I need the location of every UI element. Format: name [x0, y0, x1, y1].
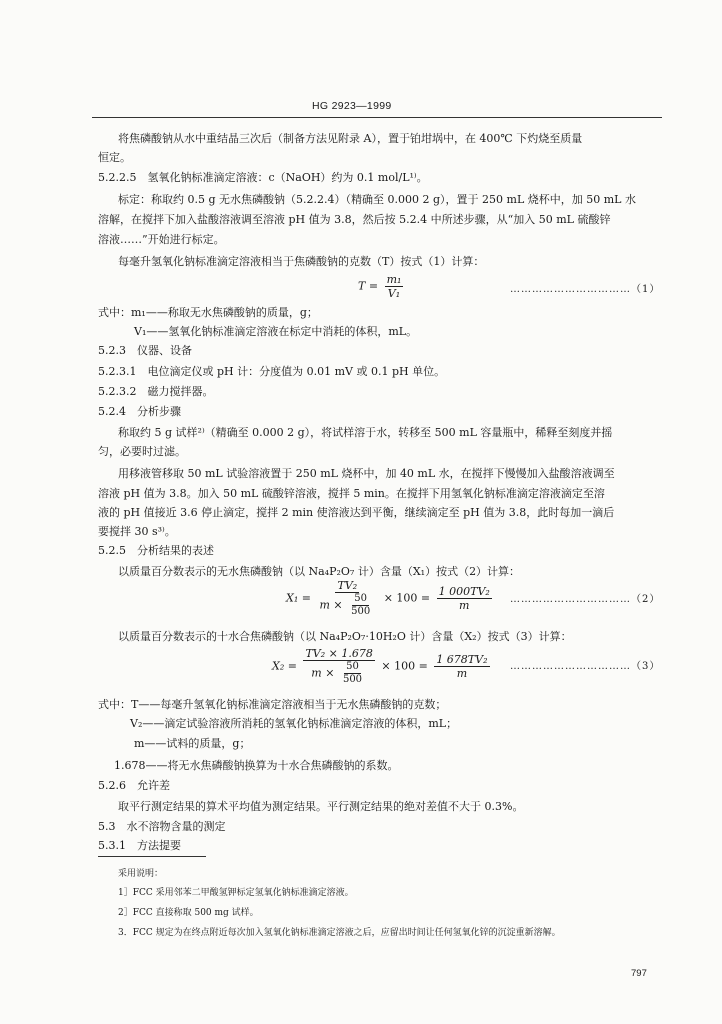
fraction-denominator — [317, 593, 377, 617]
standard-header: HG 2923—1999 — [312, 100, 392, 112]
fraction-denominator: m — [459, 599, 470, 612]
clause-5-2-6: 5.2.6 允许差 — [98, 779, 170, 792]
text-line: 液的 pH 值接近 3.6 停止滴定，搅拌 2 min 使溶液达到平衡，继续滴定至 pH 值为 3.8，此时每加一滴后 — [98, 506, 615, 519]
formula-lhs: X₁ = — [286, 591, 311, 605]
fraction-numerator: 1 000TV₂ — [438, 585, 490, 598]
text-line: 用移液管移取 50 mL 试验溶液置于 250 mL 烧杯中，加 40 mL 水，在搅拌下慢慢加入盐酸溶液调至 — [118, 467, 615, 480]
page-number: 797 — [631, 968, 647, 979]
fraction-numerator: 50 — [354, 593, 368, 604]
clause-5-2-2-5: 5.2.2.5 氢氧化钠标准滴定溶液：c（NaOH）约为 0.1 mol/L¹⁾。 — [98, 171, 428, 184]
fraction-numerator: 1 678TV₂ — [436, 653, 488, 666]
fraction — [437, 586, 492, 611]
fraction-denominator: 500 — [351, 606, 371, 617]
formula-1 — [358, 274, 406, 299]
fraction-numerator: 50 — [346, 661, 359, 672]
formula-lhs: X₂ = — [272, 659, 297, 673]
text-line: 匀，必要时过滤。 — [98, 445, 186, 458]
footnote: 2］FCC 直接称取 500 mg 试样。 — [118, 908, 259, 918]
equation-number: ……………………………（3） — [510, 661, 661, 672]
text-line: 将焦磷酸钠从水中重结晶三次后（制备方法见附录 A），置于铂坩埚中，在 400℃ 下灼烧至质量 — [118, 132, 583, 145]
footnote: 3．FCC 规定为在终点附近每次加入氢氧化钠标准滴定溶液之后，应留出时间让任何氢氧化锌的沉淀重新溶解。 — [118, 928, 561, 938]
text-line: V₂——滴定试验溶液所消耗的氢氧化钠标准滴定溶液的体积，mL； — [130, 717, 458, 730]
note-heading: 采用说明： — [118, 869, 164, 879]
equation-number: ……………………………（2） — [510, 594, 661, 605]
footnote: 1］FCC 采用邻苯二甲酸氢钾标定氢氧化钠标准滴定溶液。 — [118, 888, 354, 898]
text-line: 式中：T——每毫升氢氧化钠标准滴定溶液相当于无水焦磷酸钠的克数； — [98, 698, 447, 711]
dilution-fraction — [349, 594, 372, 617]
fraction — [317, 580, 377, 617]
text-line: 标定：称取约 0.5 g 无水焦磷酸钠（5.2.2.4）（精确至 0.000 2 g），置于 250 mL 烧杯中，加 50 mL 水 — [118, 193, 636, 206]
text-line: 溶液……”开始进行标定。 — [98, 233, 225, 246]
denominator-mass: m × — [311, 666, 335, 680]
fraction-denominator — [309, 661, 369, 685]
fraction — [303, 648, 374, 685]
equation-number: ……………………………（1） — [510, 284, 661, 295]
formula-times: × 100 = — [381, 659, 428, 673]
text-line: 取平行测定结果的算术平均值为测定结果。平行测定结果的绝对差值不大于 0.3%。 — [118, 800, 524, 813]
clause-5-2-5: 5.2.5 分析结果的表述 — [98, 544, 214, 557]
clause-5-2-3: 5.2.3 仪器、设备 — [98, 344, 192, 357]
footnote-rule — [98, 856, 206, 857]
text-line: 要搅拌 30 s³⁾。 — [98, 525, 176, 538]
text-line: 恒定。 — [98, 151, 131, 164]
fraction-denominator: V₁ — [387, 287, 401, 300]
text-line: V₁——氢氧化钠标准滴定溶液在标定中消耗的体积，mL。 — [134, 325, 418, 338]
clause-5-2-4: 5.2.4 分析步骤 — [98, 405, 181, 418]
text-line: 以质量百分数表示的无水焦磷酸钠（以 Na₄P₂O₇ 计）含量（X₁）按式（2）计算： — [118, 565, 521, 578]
clause-5-3: 5.3 水不溶物含量的测定 — [98, 820, 226, 833]
fraction-numerator: TV₂ × 1.678 — [305, 647, 373, 660]
formula-3 — [272, 648, 493, 685]
text-line: 每毫升氢氧化钠标准滴定溶液相当于焦磷酸钠的克数（T）按式（1）计算： — [118, 255, 485, 268]
formula-times: × 100 = — [383, 591, 431, 605]
fraction-numerator: TV₂ — [337, 579, 358, 592]
fraction — [385, 274, 404, 299]
clause-5-2-3-2: 5.2.3.2 磁力搅拌器。 — [98, 385, 214, 398]
formula-2 — [286, 580, 495, 617]
text-line: 1.678——将无水焦磷酸钠换算为十水合焦磷酸钠的系数。 — [114, 759, 399, 772]
text-line: m——试料的质量，g； — [134, 737, 251, 750]
text-line: 以质量百分数表示的十水合焦磷酸钠（以 Na₄P₂O₇·10H₂O 计）含量（X₂）按式（3）计算： — [118, 630, 572, 643]
dilution-fraction — [341, 662, 364, 685]
clause-5-3-1: 5.3.1 方法提要 — [98, 839, 181, 852]
fraction-denominator: m — [456, 667, 468, 680]
text-line: 溶液 pH 值为 3.8。加入 50 mL 硫酸锌溶液，搅拌 5 min。在搅拌下用氢氧化钠标准滴定溶液滴定至溶 — [98, 487, 605, 500]
formula-lhs: T = — [358, 279, 379, 293]
fraction-numerator: m₁ — [386, 273, 402, 286]
denominator-mass: m × — [319, 598, 343, 612]
fraction — [434, 654, 489, 679]
text-line: 式中：m₁——称取无水焦磷酸钠的质量，g； — [98, 306, 318, 319]
text-line: 溶解，在搅拌下加入盐酸溶液调至溶液 pH 值为 3.8，然后按 5.2.4 中所述步骤，从“加入 50 mL 硫酸锌 — [98, 213, 611, 226]
text-line: 称取约 5 g 试样²⁾（精确至 0.000 2 g），将试样溶于水，转移至 500 mL 容量瓶中，稀释至刻度并摇 — [118, 426, 613, 439]
fraction-denominator: 500 — [342, 674, 363, 685]
header-rule — [92, 117, 662, 118]
clause-5-2-3-1: 5.2.3.1 电位滴定仪或 pH 计：分度值为 0.01 mV 或 0.1 pH 单位。 — [98, 365, 446, 378]
